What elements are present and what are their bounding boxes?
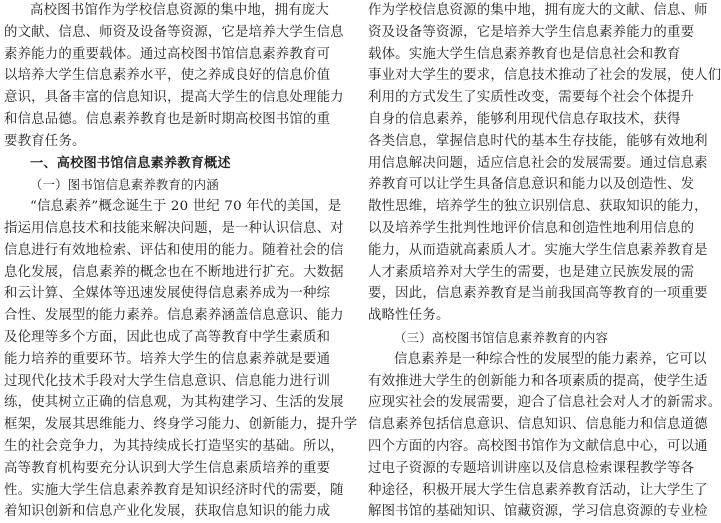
text-line: 人才素质培养对大学生的需要，也是建立民族发展的需 — [368, 264, 695, 280]
text-line: 战略性任务。 — [368, 308, 450, 324]
text-line: 意识，具备丰富的信息知识，提高大学生的信息处理能力 — [4, 90, 344, 106]
text-line: 以及培养学生批判性地评价信息和创造性地利用信息的 — [368, 220, 695, 236]
right-column — [368, 0, 721, 523]
text-line: 信息素养包括信息意识、信息知识、信息能力和信息道德 — [368, 417, 708, 433]
text-line: 的文献、信息、师资及设备等资源，它是培养大学生信息 — [4, 24, 344, 40]
text-line: 和云计算、全媒体等迅速发展使得信息素养成为一种综 — [4, 286, 331, 302]
text-line: 种途径，积极开展大学生信息素养教育活动，让大学生了 — [368, 482, 708, 498]
text-line: 资及设备等资源，它是培养大学生信息素养能力的重要 — [368, 24, 695, 40]
left-column — [4, 0, 358, 523]
text-line: 合性、发展型的能力素养。信息素养涵盖信息意识、能力 — [4, 308, 344, 324]
text-line: 能力培养的重要环节。培养大学生的信息素养就是要通 — [4, 351, 331, 367]
text-line: 高等教育机构要充分认识到大学生信息素质培养的重要 — [4, 460, 331, 476]
text-line: 各类信息，掌握信息时代的基本生存技能，能够有效地利 — [368, 133, 708, 149]
text-line: 四个方面的内容。高校图书馆作为文献信息中心，可以通 — [368, 438, 708, 454]
text-line: 练，使其树立正确的信息观，为其构建学习、生活的发展 — [4, 395, 344, 411]
text-line: 息化发展，信息素养的概念也在不断地进行扩充。大数据 — [4, 264, 344, 280]
text-line: 散性思维，培养学生的独立识别信息、获取知识的能力， — [368, 199, 708, 215]
text-line: 过现代化技术手段对大学生信息意识、信息能力进行训 — [4, 373, 331, 389]
text-line: 以培养大学生信息素养水平，使之养成良好的信息价值 — [4, 68, 331, 84]
text-line: 解图书馆的基础知识、馆藏资源，学习信息资源的专业检 — [368, 504, 708, 520]
text-line: 着知识创新和信息产业化发展，获取信息知识的能力成 — [4, 504, 331, 520]
text-line: 和信息品德。信息素养教育也是新时期高校图书馆的重 — [4, 111, 331, 127]
text-line: 应现实社会的发展需要，迎合了信息社会对人才的新需求。 — [368, 395, 721, 411]
text-line: 作为学校信息资源的集中地，拥有庞大的文献、信息、师 — [368, 3, 708, 18]
section-heading: 一、高校图书馆信息素养教育概述 — [30, 155, 231, 171]
text-line: 载体。实施大学生信息素养教育也是信息社会和教育 — [368, 46, 681, 62]
text-line: 要，因此，信息素养教育是当前我国高等教育的一项重要 — [368, 286, 708, 302]
text-line: 信息素养是一种综合性的发展型的能力素养，它可以 — [394, 351, 707, 367]
text-line: 能力，从而造就高素质人才。实施大学生信息素养教育是 — [368, 242, 708, 258]
text-line: 及伦理等多个方面，因此也成了高等教育中学生素质和 — [4, 329, 331, 345]
subsection-heading: （三）高校图书馆信息素养教育的内容 — [394, 329, 609, 345]
text-line: 养教育可以让学生具备信息意识和能力以及创造性、发 — [368, 177, 695, 193]
text-line: 过电子资源的专题培训讲座以及信息检索课程教学等各 — [368, 460, 695, 476]
text-line: 信息进行有效地检索、评估和使用的能力。随着社会的信 — [4, 242, 344, 258]
subsection-heading: （一）图书馆信息素养教育的内涵 — [30, 177, 219, 193]
text-line: 利用的方式发生了实质性改变，需要每个社会个体提升 — [368, 90, 695, 106]
text-line: 性。实施大学生信息素养教育是知识经济时代的需要，随 — [4, 482, 344, 498]
text-line: 事业对大学生的要求，信息技术推动了社会的发展，使人们 — [368, 68, 721, 84]
text-line: 高校图书馆作为学校信息资源的集中地，拥有庞大 — [30, 3, 329, 18]
text-line: 有效推进大学生的创新能力和各项素质的提高，使学生适 — [368, 373, 708, 389]
text-line: “信息素养”概念诞生于 20 世纪 70 年代的美国，是 — [30, 199, 342, 215]
text-line: 素养能力的重要载体。通过高校图书馆信息素养教育可 — [4, 46, 331, 62]
text-line: 要教育任务。 — [4, 133, 86, 149]
text-line: 用信息解决问题，适应信息社会的发展需要。通过信息素 — [368, 155, 708, 171]
text-line: 生的社会竞争力，为其持续成长打造坚实的基础。所以， — [4, 438, 344, 454]
text-line: 框架，发展其思维能力、终身学习能力、创新能力，提升学 — [4, 417, 358, 433]
text-line: 指运用信息技术和技能来解决问题，是一种认识信息、对 — [4, 220, 344, 236]
text-line: 自身的信息素养，能够利用现代信息存取技术，获得 — [368, 111, 681, 127]
